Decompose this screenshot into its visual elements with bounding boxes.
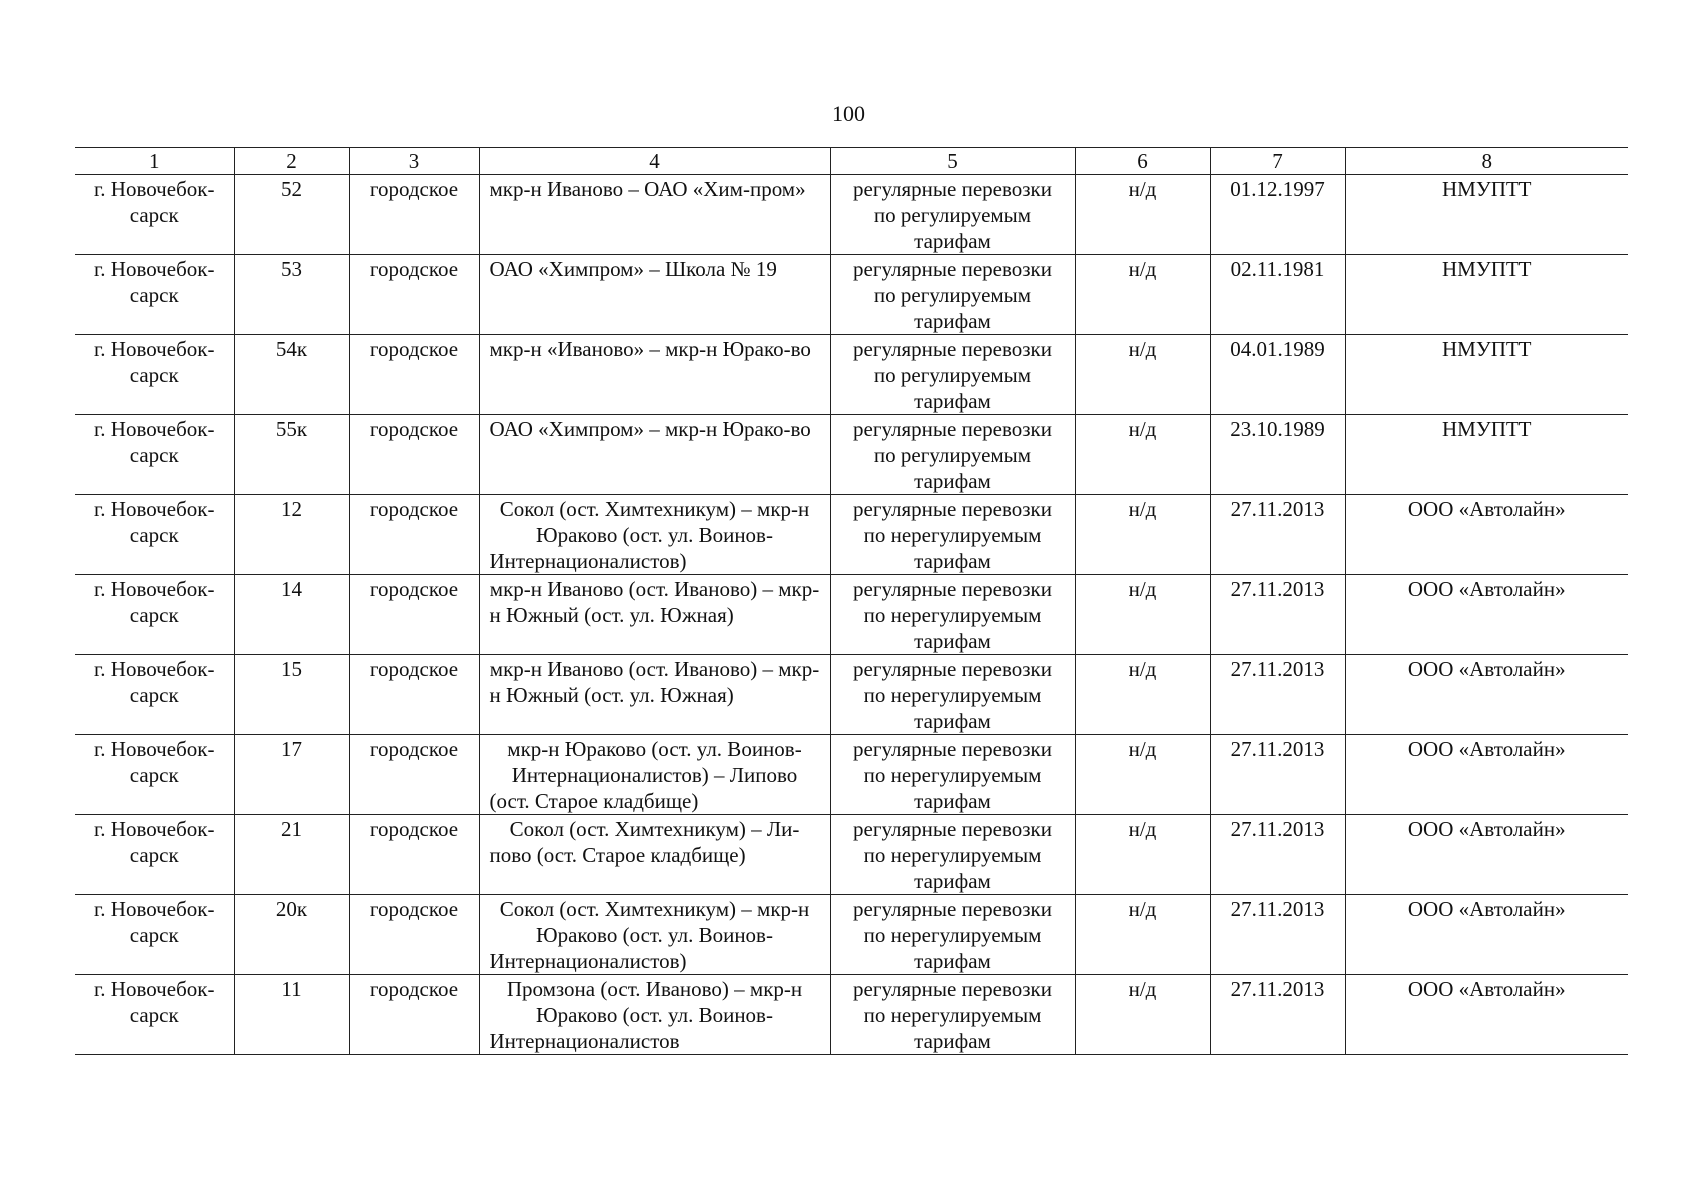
date-cell: 04.01.1989 <box>1210 335 1345 415</box>
route-path-cell: мкр-н Иваново (ост. Иваново) – мкр-н Южный (ост. ул. Южная) <box>479 575 830 655</box>
carrier-cell: ООО «Автолайн» <box>1345 975 1628 1055</box>
column-header: 3 <box>349 148 479 175</box>
date-cell: 27.11.2013 <box>1210 975 1345 1055</box>
settlement-cell: г. Новочебок-сарск <box>75 895 234 975</box>
route-type-cell: городское <box>349 335 479 415</box>
carrier-cell: ООО «Автолайн» <box>1345 735 1628 815</box>
date-cell: 27.11.2013 <box>1210 495 1345 575</box>
col6-cell: н/д <box>1075 815 1210 895</box>
table-row <box>75 975 1628 1055</box>
settlement-cell: г. Новочебок-сарск <box>75 815 234 895</box>
route-type-cell: городское <box>349 815 479 895</box>
route-number-cell: 20к <box>234 895 349 975</box>
carrier-cell: ООО «Автолайн» <box>1345 895 1628 975</box>
route-path-cell: Сокол (ост. Химтехникум) – мкр-н Юраково (ост. ул. Воинов-Интернационалистов) <box>479 895 830 975</box>
carrier-cell: НМУПТТ <box>1345 415 1628 495</box>
carrier-cell: НМУПТТ <box>1345 335 1628 415</box>
column-header: 8 <box>1345 148 1628 175</box>
table-row <box>75 815 1628 895</box>
transport-mode-cell: регулярные перевозки по нерегулируемым тарифам <box>830 575 1075 655</box>
route-type-cell: городское <box>349 735 479 815</box>
route-type-cell: городское <box>349 975 479 1055</box>
table-row <box>75 255 1628 335</box>
routes-table <box>75 147 1628 1055</box>
col6-cell: н/д <box>1075 975 1210 1055</box>
route-number-cell: 53 <box>234 255 349 335</box>
transport-mode-cell: регулярные перевозки по нерегулируемым тарифам <box>830 975 1075 1055</box>
route-number-cell: 55к <box>234 415 349 495</box>
transport-mode-cell: регулярные перевозки по нерегулируемым тарифам <box>830 495 1075 575</box>
column-header: 5 <box>830 148 1075 175</box>
settlement-cell: г. Новочебок-сарск <box>75 335 234 415</box>
table-row <box>75 335 1628 415</box>
route-path-cell: мкр-н Иваново (ост. Иваново) – мкр-н Южный (ост. ул. Южная) <box>479 655 830 735</box>
settlement-cell: г. Новочебок-сарск <box>75 495 234 575</box>
route-number-cell: 17 <box>234 735 349 815</box>
date-cell: 01.12.1997 <box>1210 175 1345 255</box>
route-number-cell: 11 <box>234 975 349 1055</box>
carrier-cell: ООО «Автолайн» <box>1345 575 1628 655</box>
date-cell: 23.10.1989 <box>1210 415 1345 495</box>
route-path-cell: мкр-н Юраково (ост. ул. Воинов-Интернационалистов) – Липово (ост. Старое кладбище) <box>479 735 830 815</box>
table-row <box>75 175 1628 255</box>
table-row <box>75 895 1628 975</box>
column-header: 1 <box>75 148 234 175</box>
route-number-cell: 14 <box>234 575 349 655</box>
col6-cell: н/д <box>1075 175 1210 255</box>
date-cell: 27.11.2013 <box>1210 655 1345 735</box>
route-number-cell: 21 <box>234 815 349 895</box>
route-type-cell: городское <box>349 255 479 335</box>
route-number-cell: 54к <box>234 335 349 415</box>
transport-mode-cell: регулярные перевозки по регулируемым тарифам <box>830 175 1075 255</box>
col6-cell: н/д <box>1075 415 1210 495</box>
transport-mode-cell: регулярные перевозки по нерегулируемым тарифам <box>830 815 1075 895</box>
transport-mode-cell: регулярные перевозки по регулируемым тарифам <box>830 415 1075 495</box>
col6-cell: н/д <box>1075 655 1210 735</box>
table-row <box>75 415 1628 495</box>
date-cell: 02.11.1981 <box>1210 255 1345 335</box>
settlement-cell: г. Новочебок-сарск <box>75 255 234 335</box>
table-row <box>75 575 1628 655</box>
transport-mode-cell: регулярные перевозки по нерегулируемым тарифам <box>830 895 1075 975</box>
carrier-cell: ООО «Автолайн» <box>1345 495 1628 575</box>
col6-cell: н/д <box>1075 335 1210 415</box>
route-number-cell: 12 <box>234 495 349 575</box>
route-path-cell: мкр-н Иваново – ОАО «Хим-пром» <box>479 175 830 255</box>
carrier-cell: НМУПТТ <box>1345 175 1628 255</box>
date-cell: 27.11.2013 <box>1210 575 1345 655</box>
route-path-cell: ОАО «Химпром» – мкр-н Юрако-во <box>479 415 830 495</box>
route-path-cell: Сокол (ост. Химтехникум) – Ли-пово (ост. Старое кладбище) <box>479 815 830 895</box>
column-number-row <box>75 148 1628 175</box>
column-header: 4 <box>479 148 830 175</box>
route-number-cell: 52 <box>234 175 349 255</box>
date-cell: 27.11.2013 <box>1210 895 1345 975</box>
route-path-cell: мкр-н «Иваново» – мкр-н Юрако-во <box>479 335 830 415</box>
settlement-cell: г. Новочебок-сарск <box>75 415 234 495</box>
route-type-cell: городское <box>349 575 479 655</box>
col6-cell: н/д <box>1075 575 1210 655</box>
col6-cell: н/д <box>1075 255 1210 335</box>
transport-mode-cell: регулярные перевозки по регулируемым тарифам <box>830 255 1075 335</box>
route-path-cell: Сокол (ост. Химтехникум) – мкр-н Юраково (ост. ул. Воинов-Интернационалистов) <box>479 495 830 575</box>
col6-cell: н/д <box>1075 495 1210 575</box>
column-header: 6 <box>1075 148 1210 175</box>
col6-cell: н/д <box>1075 895 1210 975</box>
carrier-cell: НМУПТТ <box>1345 255 1628 335</box>
transport-mode-cell: регулярные перевозки по регулируемым тарифам <box>830 335 1075 415</box>
settlement-cell: г. Новочебок-сарск <box>75 175 234 255</box>
carrier-cell: ООО «Автолайн» <box>1345 815 1628 895</box>
transport-mode-cell: регулярные перевозки по нерегулируемым тарифам <box>830 655 1075 735</box>
route-type-cell: городское <box>349 415 479 495</box>
route-type-cell: городское <box>349 175 479 255</box>
settlement-cell: г. Новочебок-сарск <box>75 575 234 655</box>
route-number-cell: 15 <box>234 655 349 735</box>
settlement-cell: г. Новочебок-сарск <box>75 975 234 1055</box>
route-type-cell: городское <box>349 895 479 975</box>
settlement-cell: г. Новочебок-сарск <box>75 735 234 815</box>
page-number: 100 <box>832 101 865 126</box>
column-header: 7 <box>1210 148 1345 175</box>
settlement-cell: г. Новочебок-сарск <box>75 655 234 735</box>
date-cell: 27.11.2013 <box>1210 815 1345 895</box>
date-cell: 27.11.2013 <box>1210 735 1345 815</box>
route-path-cell: ОАО «Химпром» – Школа № 19 <box>479 255 830 335</box>
route-type-cell: городское <box>349 655 479 735</box>
table-row <box>75 495 1628 575</box>
column-header: 2 <box>234 148 349 175</box>
route-type-cell: городское <box>349 495 479 575</box>
carrier-cell: ООО «Автолайн» <box>1345 655 1628 735</box>
col6-cell: н/д <box>1075 735 1210 815</box>
transport-mode-cell: регулярные перевозки по нерегулируемым тарифам <box>830 735 1075 815</box>
table-row <box>75 735 1628 815</box>
table-row <box>75 655 1628 735</box>
route-path-cell: Промзона (ост. Иваново) – мкр-н Юраково (ост. ул. Воинов-Интернационалистов <box>479 975 830 1055</box>
